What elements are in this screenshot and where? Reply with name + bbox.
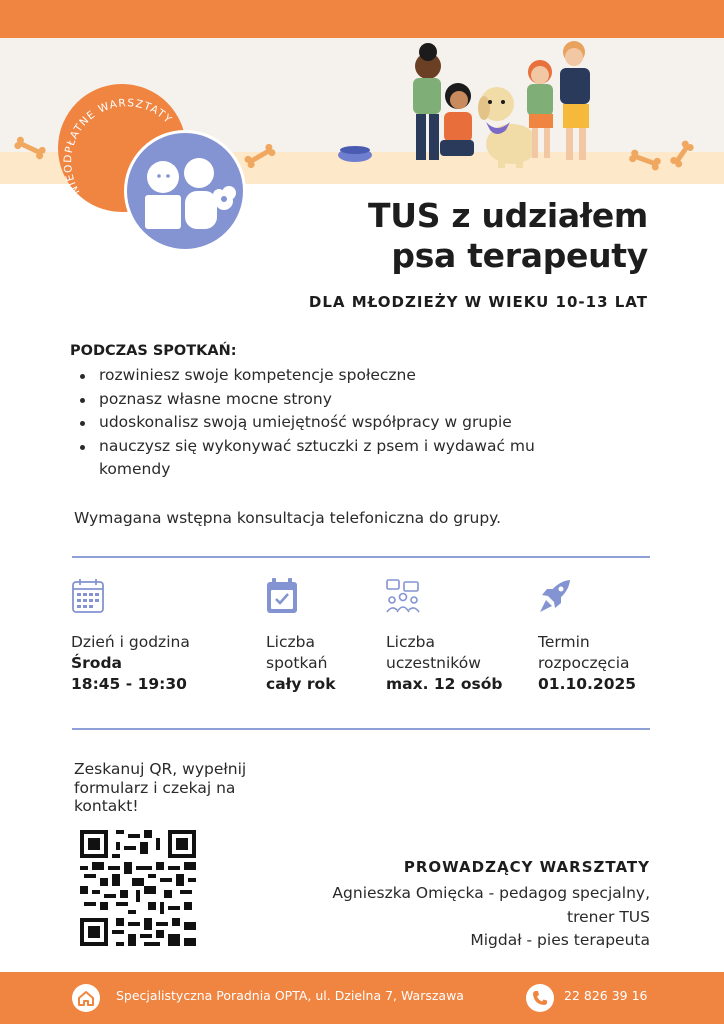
calendar-grid-icon	[72, 578, 104, 614]
title-line-1: TUS z udziałem	[368, 196, 648, 235]
info-value: 18:45 - 19:30	[71, 675, 187, 693]
info-value: cały rok	[266, 675, 336, 693]
info-label: Liczba spotkań	[266, 633, 328, 672]
list-item: udoskonalisz swoją umiejętność współpracy w grupie	[78, 411, 598, 435]
info-value: 01.10.2025	[538, 675, 637, 693]
home-icon	[72, 984, 100, 1012]
leader-line: Migdał - pies terapeuta	[470, 931, 650, 949]
info-meetings-count	[266, 632, 356, 695]
phone-icon[interactable]	[526, 984, 554, 1012]
svg-text:NIEODPŁATNE WARSZTATY: NIEODPŁATNE WARSZTATY	[62, 97, 175, 197]
meetings-list	[78, 364, 598, 482]
footer	[0, 972, 724, 1024]
list-item: nauczysz się wykonywać sztuczki z psem i wydawać mu komendy	[78, 435, 598, 482]
age-subtitle: DLA MŁODZIEŻY W WIEKU 10-13 LAT	[308, 293, 648, 311]
top-bar	[0, 0, 724, 38]
info-day-time	[71, 632, 190, 695]
title-line-2: psa terapeuty	[391, 236, 648, 275]
list-item: rozwiniesz swoje kompetencje społeczne	[78, 364, 598, 388]
info-label: Liczba uczestników	[386, 633, 481, 672]
qr-instruction: Zeskanuj QR, wypełnij formularz i czekaj na kontakt!	[74, 760, 247, 815]
rocket-icon	[538, 578, 572, 614]
divider-bottom	[72, 728, 650, 730]
info-label: Dzień i godzina	[71, 633, 190, 651]
divider-top	[72, 556, 650, 558]
page-title	[368, 196, 648, 276]
info-label: Termin rozpoczęcia	[538, 633, 630, 672]
list-item: poznasz własne mocne strony	[78, 388, 598, 412]
people-chat-icon	[386, 578, 420, 614]
leader-line: Agnieszka Omięcka - pedagog specjalny,	[332, 884, 650, 902]
calendar-check-icon	[266, 578, 298, 614]
footer-phone[interactable]: 22 826 39 16	[564, 988, 648, 1003]
leader-line: trener TUS	[567, 907, 650, 926]
info-value: Środa	[71, 654, 123, 672]
consultation-note: Wymagana wstępna konsultacja telefoniczna do grupy.	[74, 509, 502, 527]
info-value: max. 12 osób	[386, 675, 503, 693]
people-logo-icon	[124, 130, 246, 252]
leaders-heading: PROWADZĄCY WARSZTATY	[403, 858, 650, 876]
meetings-heading: PODCZAS SPOTKAŃ:	[70, 343, 237, 359]
footer-address: Specjalistyczna Poradnia OPTA, ul. Dzielna 7, Warszawa	[116, 988, 464, 1003]
workshop-leaders	[332, 858, 650, 953]
info-start-date	[538, 632, 648, 695]
qr-code-icon[interactable]	[80, 830, 196, 946]
info-participants	[386, 632, 506, 695]
